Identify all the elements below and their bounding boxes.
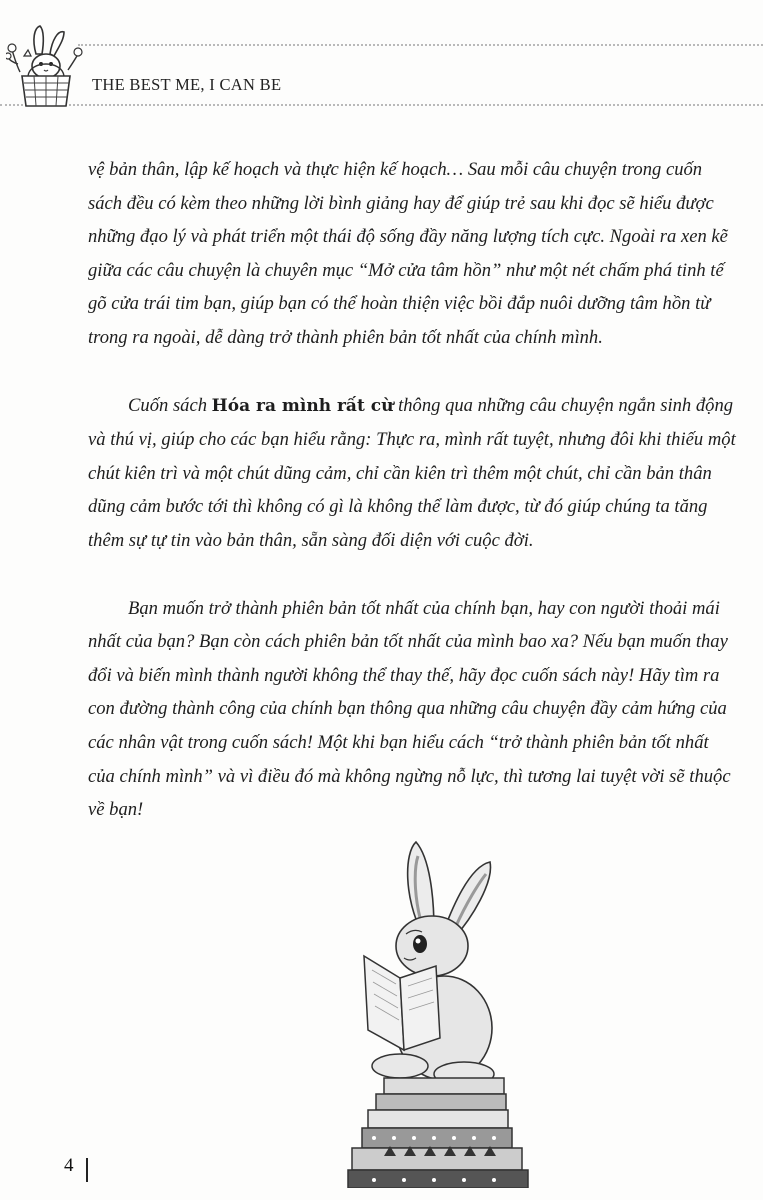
header-dotted-rule-bottom	[0, 104, 763, 106]
running-title: THE BEST ME, I CAN BE	[92, 75, 282, 94]
page-header	[0, 0, 763, 110]
paragraph-2	[88, 389, 738, 558]
book-title: Hóa ra mình rất cừ	[211, 395, 394, 416]
paragraph-3: Bạn muốn trở thành phiên bản tốt nhất của chính bạn, hay con người thoải mái nhất của bạn? Bạn còn cách phiên bản tốt nhất của mình bao xa? Nếu bạn muốn thay đổi và biến mình thành người không thể thay thế, hãy đọc cuốn sách này! Hãy tìm ra con đường thành công của chính bạn thông qua những câu chuyện đầy cảm hứng của các nhân vật trong cuốn sách! Một khi bạn hiểu cách “trở thành phiên bản tốt nhất của chính mình” và vì điều đó mà không ngừng nỗ lực, thì tương lai tuyệt vời sẽ thuộc về bạn!	[88, 597, 731, 821]
paragraph-2-rest: thông qua những câu chuyện ngắn sinh động và thú vị, giúp cho các bạn hiểu rằng: Thực ra, mình rất tuyệt, nhưng đôi khi thiếu một chút kiên trì và một chút dũng cảm, chỉ cần kiên trì thêm một chút, chỉ cần bản thân dũng cảm bước tới thì không có gì là không thể làm được, từ đó giúp chúng ta tăng thêm sự tự tin vào bản thân, sẵn sàng đối diện với cuộc đời.	[88, 394, 736, 551]
bunny-basket-logo-icon	[6, 20, 84, 110]
rabbit-reading-on-books-illustration	[344, 838, 534, 1188]
header-dotted-rule-top	[78, 44, 763, 46]
page-number: 4	[64, 1155, 74, 1176]
paragraph-1: vệ bản thân, lập kế hoạch và thực hiện kế hoạch… Sau mỗi câu chuyện trong cuốn sách đều có kèm theo những lời bình giảng hay để giúp trẻ sau khi đọc sẽ hiểu được những đạo lý và phát triển một thái độ sống đầy năng lượng tích cực. Ngoài ra xen kẽ giữa các câu chuyện là chuyên mục “Mở cửa tâm hồn” như một nét chấm phá tinh tế gõ cửa trái tim bạn, giúp bạn có thể hoàn thiện việc bồi đắp nuôi dưỡng tâm hồn từ trong ra ngoài, dễ dàng trở thành phiên bản tốt nhất của chính mình.	[88, 159, 728, 348]
page-number-divider	[86, 1158, 88, 1182]
body-text	[88, 153, 738, 861]
paragraph-2-lead: Cuốn sách	[128, 394, 212, 416]
